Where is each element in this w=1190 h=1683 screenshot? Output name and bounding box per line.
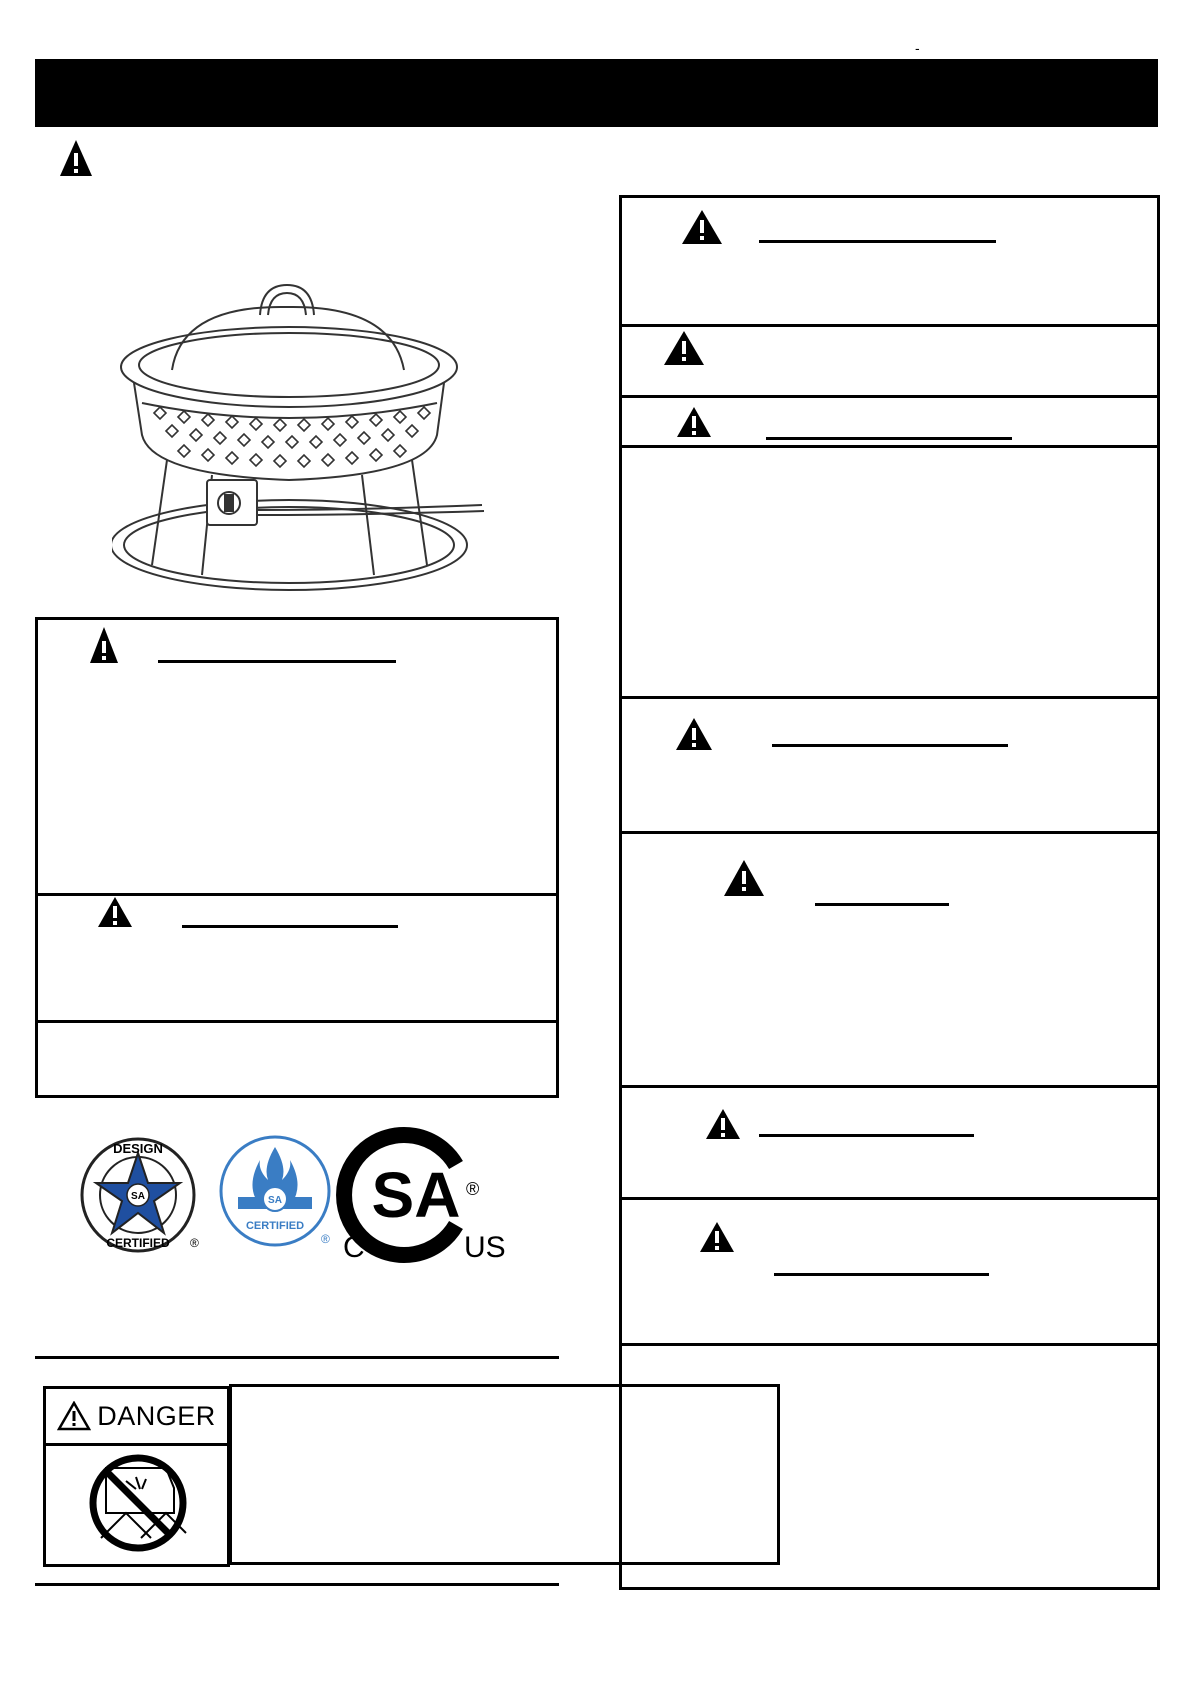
section-title-underline [158,660,396,663]
csa-us-text: US [464,1231,506,1264]
right-divider [622,1085,1157,1088]
section-title-underline [774,1273,989,1276]
page-mark: - [915,40,920,56]
section-title-underline [759,1134,974,1137]
warning-icon [58,138,94,178]
warning-icon [96,895,134,929]
design-certified-seal [82,1139,199,1251]
csa-mark-text: SA [371,1159,461,1231]
danger-label [43,1386,230,1446]
right-divider [622,1197,1157,1200]
header-bar [35,59,1158,127]
fire-pit-illustration [112,275,512,595]
right-rule [619,1587,1160,1590]
right-divider [622,445,1157,448]
section-title-underline [772,744,1008,747]
registered-mark: ® [190,1236,199,1250]
registered-mark: ® [321,1232,330,1246]
seal-bottom-text: CERTIFIED [106,1236,170,1250]
warning-icon [680,208,724,246]
left-rule [35,1356,559,1359]
csa-mark [343,1135,506,1264]
warning-icon [57,1401,91,1431]
registered-mark: ® [466,1179,480,1199]
section-title-underline [182,925,398,928]
warning-icon [704,1107,742,1141]
danger-pictogram [43,1443,230,1567]
seal-certified-text: CERTIFIED [245,1220,305,1232]
danger-text: DANGER [97,1400,216,1431]
certification-marks [78,1125,518,1265]
csa-c-text: C [343,1231,365,1264]
warning-icon [675,405,713,439]
certification-logos [78,1125,518,1265]
warning-icon [674,716,714,752]
no-indoor-use-icon [46,1443,227,1564]
right-divider [622,831,1157,834]
warning-icon [89,625,119,665]
warning-icon [698,1220,736,1254]
right-divider [622,696,1157,699]
section-title-underline [766,437,1012,440]
seal-top-text: DESIGN [113,1141,163,1156]
warning-icon [662,329,706,367]
section-title-underline [759,240,996,243]
seal-center-text: SA [131,1191,145,1202]
seal-center-text: SA [268,1195,282,1206]
left-box-divider-2 [38,1020,556,1023]
right-divider [622,395,1157,398]
section-title-underline [815,903,949,906]
certified-seal [221,1137,330,1246]
left-warning-box [35,617,559,1098]
left-rule [35,1583,559,1586]
right-divider [622,324,1157,327]
right-divider [622,1343,1157,1346]
warning-icon [722,858,766,898]
